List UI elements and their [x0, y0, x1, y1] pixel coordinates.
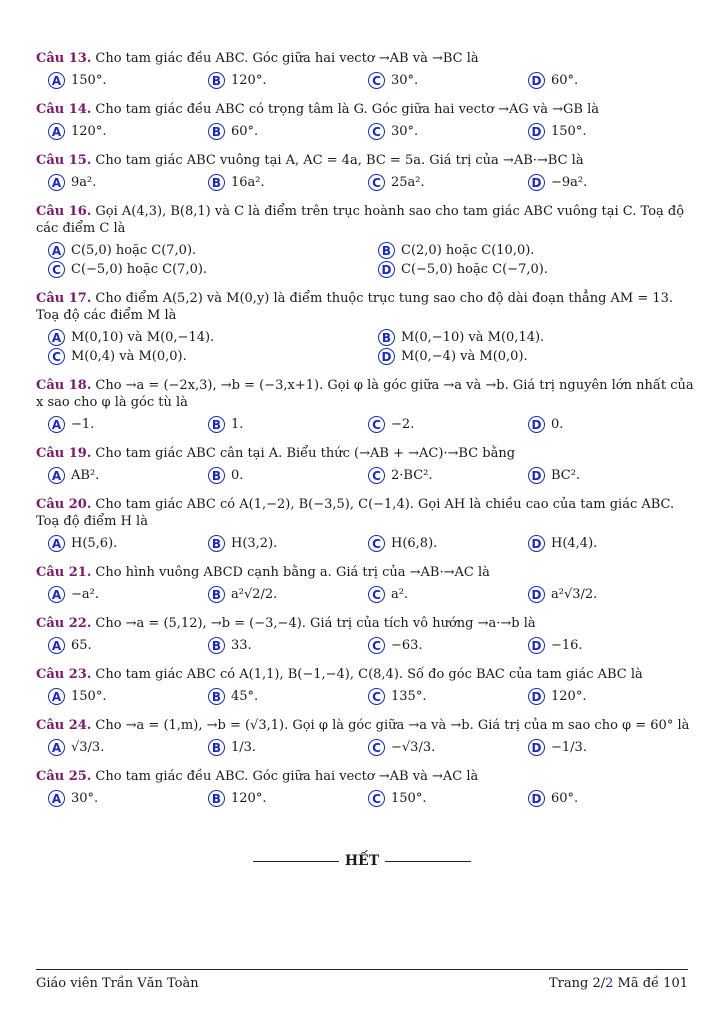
- option-letter-badge: C: [368, 174, 385, 191]
- option-text: 60°.: [551, 73, 579, 88]
- option-text: AB².: [71, 468, 100, 483]
- option-text: 60°.: [551, 791, 579, 806]
- answer-option[interactable]: [196, 789, 356, 808]
- option-text: 120°.: [231, 73, 267, 88]
- option-letter-badge: B: [208, 739, 225, 756]
- option-text: 150°.: [71, 689, 107, 704]
- answer-option[interactable]: [356, 173, 516, 192]
- question-block: [36, 615, 696, 655]
- question-number: Câu 13.: [36, 51, 92, 66]
- answer-option[interactable]: [516, 415, 676, 434]
- answer-option[interactable]: [36, 173, 196, 192]
- answer-option[interactable]: [36, 534, 196, 553]
- option-text: 135°.: [391, 689, 427, 704]
- option-letter-badge: C: [368, 586, 385, 603]
- question-list: [36, 50, 696, 808]
- option-letter-badge: C: [368, 688, 385, 705]
- answer-option[interactable]: [516, 687, 676, 706]
- answer-options: [36, 71, 696, 90]
- answer-option[interactable]: [516, 173, 676, 192]
- option-letter-badge: B: [208, 123, 225, 140]
- answer-option[interactable]: [36, 466, 196, 485]
- option-text: −16.: [551, 638, 583, 653]
- question-text: [36, 290, 696, 324]
- option-letter-badge: D: [528, 72, 545, 89]
- option-text: M(0,−4) và M(0,0).: [401, 349, 528, 364]
- answer-option[interactable]: [36, 260, 366, 279]
- option-text: −63.: [391, 638, 423, 653]
- option-text: C(−5,0) hoặc C(7,0).: [71, 262, 208, 277]
- option-letter-badge: C: [368, 637, 385, 654]
- option-letter-badge: B: [208, 535, 225, 552]
- option-text: 150°.: [551, 124, 587, 139]
- question-stem: Cho hình vuông ABCD cạnh bằng a. Giá trị của →AB·→AC là: [95, 565, 490, 580]
- option-letter-badge: B: [208, 174, 225, 191]
- option-text: M(0,10) và M(0,−14).: [71, 330, 215, 345]
- answer-option[interactable]: [366, 328, 696, 347]
- option-text: 0.: [231, 468, 244, 483]
- option-text: 30°.: [391, 124, 419, 139]
- answer-option[interactable]: [516, 122, 676, 141]
- answer-option[interactable]: [36, 241, 366, 260]
- option-text: H(3,2).: [231, 536, 278, 551]
- question-stem: Cho điểm A(5,2) và M(0,y) là điểm thuộc trục tung sao cho độ dài đoạn thẳng AM = 13. Toạ độ các điểm M là: [36, 291, 674, 323]
- footer: [36, 976, 688, 991]
- option-letter-badge: D: [528, 535, 545, 552]
- option-text: −a².: [71, 587, 99, 602]
- question-block: [36, 445, 696, 485]
- question-block: [36, 666, 696, 706]
- option-letter-badge: D: [528, 790, 545, 807]
- answer-option[interactable]: [196, 415, 356, 434]
- option-letter-badge: D: [378, 261, 395, 278]
- option-letter-badge: A: [48, 586, 65, 603]
- question-number: Câu 18.: [36, 378, 92, 393]
- answer-option[interactable]: [516, 71, 676, 90]
- question-text: [36, 101, 696, 118]
- answer-option[interactable]: [356, 687, 516, 706]
- option-letter-badge: B: [208, 467, 225, 484]
- answer-option[interactable]: [36, 328, 366, 347]
- option-letter-badge: D: [528, 123, 545, 140]
- footer-page-label: Trang 2/: [549, 976, 606, 991]
- question-stem: Cho →a = (1,m), →b = (√3,1). Gọi φ là góc giữa →a và →b. Giá trị của m sao cho φ = 60° là: [95, 718, 690, 733]
- answer-option[interactable]: [36, 687, 196, 706]
- option-text: √3/3.: [71, 740, 105, 755]
- answer-option[interactable]: [36, 122, 196, 141]
- question-text: [36, 564, 696, 581]
- answer-options: [36, 636, 696, 655]
- question-block: [36, 101, 696, 141]
- question-number: Câu 17.: [36, 291, 92, 306]
- question-stem: Cho tam giác ABC có A(1,1), B(−1,−4), C(8,4). Số đo góc BAC của tam giác ABC là: [95, 667, 643, 682]
- option-letter-badge: B: [378, 242, 395, 259]
- answer-options: [36, 585, 696, 604]
- option-letter-badge: C: [368, 739, 385, 756]
- question-text: [36, 152, 696, 169]
- option-letter-badge: A: [48, 123, 65, 140]
- option-letter-badge: B: [208, 72, 225, 89]
- answer-option[interactable]: [516, 585, 676, 604]
- option-text: a²√2/2.: [231, 587, 278, 602]
- question-stem: Cho tam giác đều ABC. Góc giữa hai vectơ →AB và →BC là: [95, 51, 479, 66]
- question-block: [36, 203, 696, 279]
- end-line-left: [253, 861, 339, 862]
- answer-options: [36, 122, 696, 141]
- answer-options: [36, 738, 696, 757]
- option-text: M(0,4) và M(0,0).: [71, 349, 187, 364]
- option-text: −1/3.: [551, 740, 587, 755]
- question-block: [36, 496, 696, 553]
- question-block: [36, 377, 696, 434]
- answer-options: [36, 241, 696, 279]
- option-text: 16a².: [231, 175, 265, 190]
- answer-option[interactable]: [196, 687, 356, 706]
- option-text: H(6,8).: [391, 536, 438, 551]
- option-letter-badge: A: [48, 790, 65, 807]
- option-letter-badge: C: [368, 123, 385, 140]
- question-number: Câu 14.: [36, 102, 92, 117]
- option-letter-badge: D: [528, 467, 545, 484]
- question-text: [36, 666, 696, 683]
- answer-options: [36, 173, 696, 192]
- option-letter-badge: A: [48, 174, 65, 191]
- option-letter-badge: B: [208, 586, 225, 603]
- answer-option[interactable]: [366, 241, 696, 260]
- option-text: −2.: [391, 417, 415, 432]
- answer-option[interactable]: [196, 466, 356, 485]
- option-letter-badge: B: [208, 416, 225, 433]
- answer-option[interactable]: [36, 585, 196, 604]
- answer-options: [36, 687, 696, 706]
- option-letter-badge: C: [368, 72, 385, 89]
- option-text: 1.: [231, 417, 244, 432]
- option-letter-badge: C: [48, 348, 65, 365]
- answer-option[interactable]: [196, 636, 356, 655]
- answer-option[interactable]: [356, 738, 516, 757]
- option-text: 120°.: [231, 791, 267, 806]
- option-text: a².: [391, 587, 409, 602]
- option-letter-badge: D: [528, 739, 545, 756]
- question-number: Câu 16.: [36, 204, 92, 219]
- question-stem: Cho tam giác ABC vuông tại A, AC = 4a, BC = 5a. Giá trị của →AB·→BC là: [95, 153, 584, 168]
- option-letter-badge: D: [528, 174, 545, 191]
- option-text: 120°.: [551, 689, 587, 704]
- answer-option[interactable]: [356, 534, 516, 553]
- option-letter-badge: D: [378, 348, 395, 365]
- option-text: 1/3.: [231, 740, 257, 755]
- option-letter-badge: C: [368, 790, 385, 807]
- answer-option[interactable]: [36, 347, 366, 366]
- option-text: H(5,6).: [71, 536, 118, 551]
- option-text: 33.: [231, 638, 252, 653]
- answer-option[interactable]: [516, 466, 676, 485]
- question-block: [36, 717, 696, 757]
- answer-option[interactable]: [516, 789, 676, 808]
- question-number: Câu 20.: [36, 497, 92, 512]
- answer-option[interactable]: [36, 789, 196, 808]
- question-stem: Cho →a = (5,12), →b = (−3,−4). Giá trị của tích vô hướng →a·→b là: [95, 616, 536, 631]
- option-text: C(5,0) hoặc C(7,0).: [71, 243, 197, 258]
- option-letter-badge: A: [48, 637, 65, 654]
- option-letter-badge: A: [48, 535, 65, 552]
- question-text: [36, 496, 696, 530]
- answer-option[interactable]: [356, 122, 516, 141]
- answer-options: [36, 534, 696, 553]
- option-letter-badge: A: [48, 739, 65, 756]
- question-stem: Cho tam giác đều ABC có trọng tâm là G. Góc giữa hai vectơ →AG và →GB là: [95, 102, 599, 117]
- option-text: C(2,0) hoặc C(10,0).: [401, 243, 535, 258]
- option-text: 65.: [71, 638, 92, 653]
- option-text: 25a².: [391, 175, 425, 190]
- option-letter-badge: A: [48, 688, 65, 705]
- footer-rule: [36, 969, 688, 970]
- answer-option[interactable]: [196, 585, 356, 604]
- answer-option[interactable]: [196, 173, 356, 192]
- answer-option[interactable]: [196, 122, 356, 141]
- option-text: −1.: [71, 417, 95, 432]
- option-letter-badge: A: [48, 467, 65, 484]
- option-text: BC².: [551, 468, 581, 483]
- option-letter-badge: C: [48, 261, 65, 278]
- answer-option[interactable]: [356, 585, 516, 604]
- option-letter-badge: D: [528, 416, 545, 433]
- answer-option[interactable]: [196, 738, 356, 757]
- question-text: [36, 203, 696, 237]
- option-text: C(−5,0) hoặc C(−7,0).: [401, 262, 548, 277]
- option-letter-badge: A: [48, 72, 65, 89]
- answer-option[interactable]: [356, 415, 516, 434]
- option-letter-badge: C: [368, 416, 385, 433]
- option-text: 60°.: [231, 124, 259, 139]
- option-text: 0.: [551, 417, 564, 432]
- option-text: 30°.: [71, 791, 99, 806]
- option-letter-badge: B: [208, 637, 225, 654]
- option-letter-badge: D: [528, 637, 545, 654]
- question-stem: Cho tam giác đều ABC. Góc giữa hai vectơ →AB và →AC là: [95, 769, 479, 784]
- answer-option[interactable]: [356, 789, 516, 808]
- question-text: [36, 445, 696, 462]
- option-letter-badge: B: [208, 790, 225, 807]
- option-text: 2·BC².: [391, 468, 433, 483]
- option-text: 45°.: [231, 689, 259, 704]
- footer-page-total: 2: [605, 976, 614, 991]
- answer-options: [36, 789, 696, 808]
- question-number: Câu 15.: [36, 153, 92, 168]
- option-text: 120°.: [71, 124, 107, 139]
- option-letter-badge: D: [528, 688, 545, 705]
- answer-option[interactable]: [366, 260, 696, 279]
- end-text: HẾT: [344, 853, 380, 869]
- answer-option[interactable]: [356, 466, 516, 485]
- end-marker: [0, 853, 724, 869]
- answer-option[interactable]: [516, 636, 676, 655]
- option-letter-badge: A: [48, 329, 65, 346]
- option-letter-badge: A: [48, 242, 65, 259]
- answer-option[interactable]: [516, 738, 676, 757]
- question-text: [36, 50, 696, 67]
- question-stem: Cho tam giác ABC cân tại A. Biểu thức (→AB + →AC)·→BC bằng: [95, 446, 516, 461]
- option-letter-badge: B: [378, 329, 395, 346]
- answer-option[interactable]: [356, 636, 516, 655]
- question-block: [36, 290, 696, 366]
- answer-option[interactable]: [516, 534, 676, 553]
- answer-option[interactable]: [36, 71, 196, 90]
- option-text: 150°.: [391, 791, 427, 806]
- option-text: 150°.: [71, 73, 107, 88]
- question-text: [36, 377, 696, 411]
- answer-option[interactable]: [196, 534, 356, 553]
- answer-options: [36, 328, 696, 366]
- option-letter-badge: A: [48, 416, 65, 433]
- question-stem: Cho tam giác ABC có A(1,−2), B(−3,5), C(−1,4). Gọi AH là chiều cao của tam giác ABC. Toạ độ điểm H là: [36, 497, 675, 529]
- option-text: 30°.: [391, 73, 419, 88]
- question-number: Câu 25.: [36, 769, 92, 784]
- question-number: Câu 24.: [36, 718, 92, 733]
- question-block: [36, 152, 696, 192]
- option-text: 9a².: [71, 175, 97, 190]
- question-text: [36, 717, 696, 734]
- question-stem: Cho →a = (−2x,3), →b = (−3,x+1). Gọi φ là góc giữa →a và →b. Giá trị nguyên lớn nhất của x sao cho φ là góc tù là: [36, 378, 694, 410]
- end-line-right: [385, 861, 471, 862]
- question-block: [36, 564, 696, 604]
- answer-option[interactable]: [366, 347, 696, 366]
- option-text: a²√3/2.: [551, 587, 598, 602]
- option-letter-badge: B: [208, 688, 225, 705]
- answer-option[interactable]: [36, 738, 196, 757]
- option-text: H(4,4).: [551, 536, 598, 551]
- option-text: M(0,−10) và M(0,14).: [401, 330, 545, 345]
- footer-page: [549, 976, 688, 991]
- answer-option[interactable]: [36, 636, 196, 655]
- answer-option[interactable]: [196, 71, 356, 90]
- question-number: Câu 19.: [36, 446, 92, 461]
- question-number: Câu 21.: [36, 565, 92, 580]
- answer-options: [36, 415, 696, 434]
- option-text: −9a².: [551, 175, 588, 190]
- question-stem: Gọi A(4,3), B(8,1) và C là điểm trên trục hoành sao cho tam giác ABC vuông tại C. Toạ độ các điểm C là: [36, 204, 685, 236]
- question-block: [36, 768, 696, 808]
- option-letter-badge: D: [528, 586, 545, 603]
- footer-teacher: Giáo viên Trần Văn Toàn: [36, 976, 199, 991]
- footer-code: Mã đề 101: [613, 976, 688, 991]
- question-number: Câu 23.: [36, 667, 92, 682]
- question-number: Câu 22.: [36, 616, 92, 631]
- answer-option[interactable]: [36, 415, 196, 434]
- answer-option[interactable]: [356, 71, 516, 90]
- question-text: [36, 768, 696, 785]
- question-block: [36, 50, 696, 90]
- question-text: [36, 615, 696, 632]
- option-letter-badge: C: [368, 467, 385, 484]
- answer-options: [36, 466, 696, 485]
- option-text: −√3/3.: [391, 740, 436, 755]
- option-letter-badge: C: [368, 535, 385, 552]
